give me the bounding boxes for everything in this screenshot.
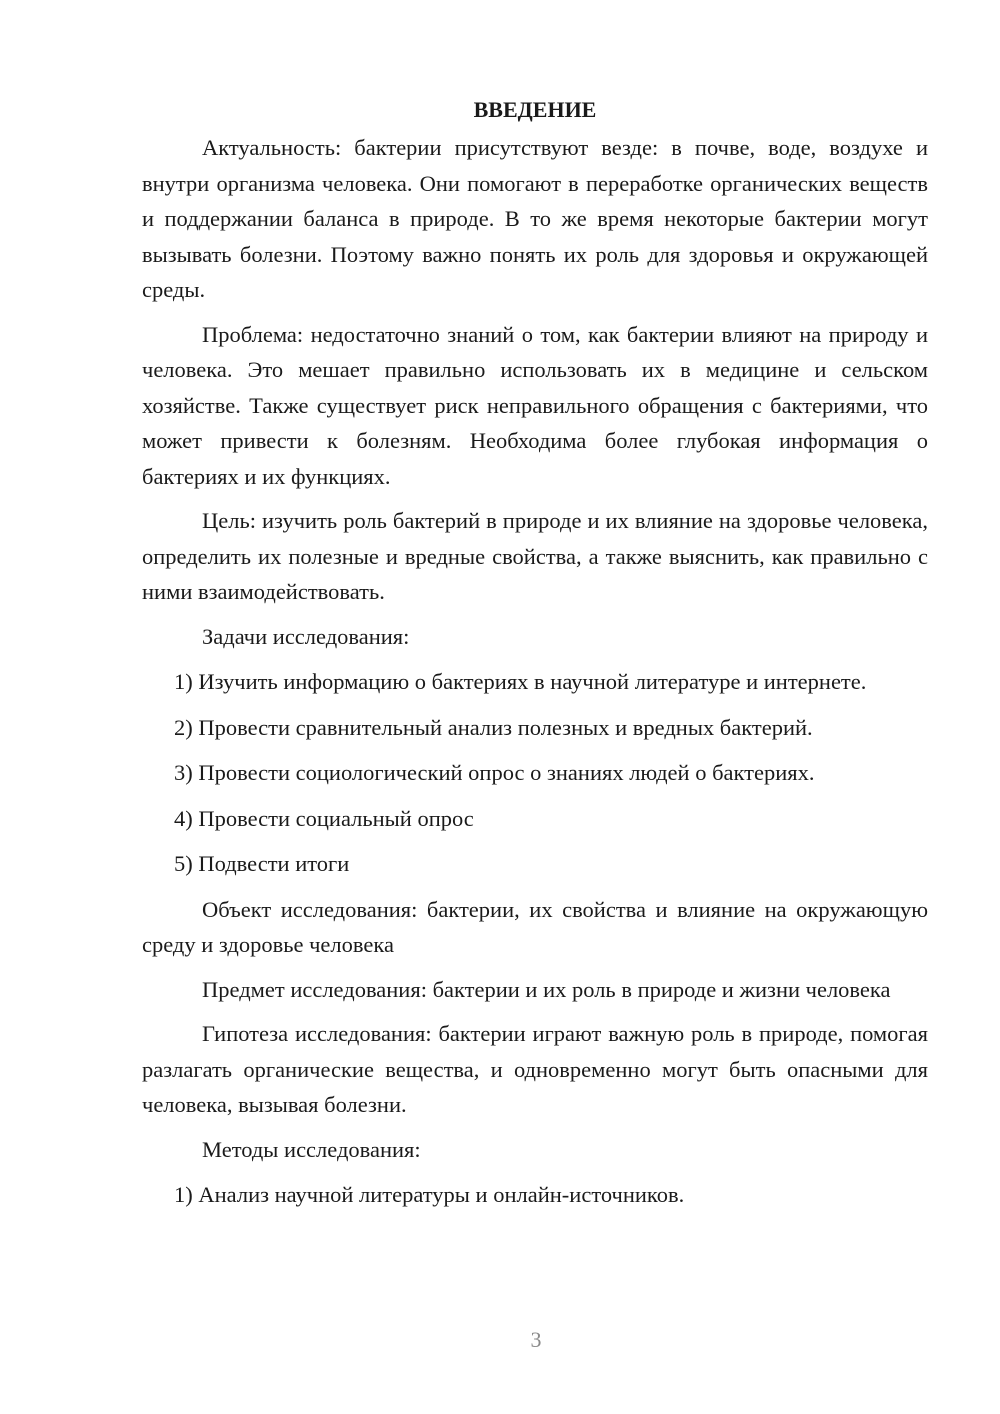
tasks-list	[142, 664, 928, 882]
subject-paragraph: Предмет исследования: бактерии и их роль в природе и жизни человека	[202, 976, 891, 1002]
list-item: 2) Провести сравнительный анализ полезных и вредных бактерий.	[174, 714, 813, 740]
problem-paragraph: Проблема: недостаточно знаний о том, как бактерии влияют на природу и человека. Это мешает правильно использовать их в медицине и сельском хозяйстве. Также существует риск неправильного обращения с бактериями, что может привести к болезням. Необходима более глубокая информация о бактериях и их функциях.	[142, 321, 928, 489]
methods-heading: Методы исследования:	[202, 1136, 421, 1162]
document-page	[142, 92, 928, 1223]
methods-list	[142, 1177, 928, 1213]
object-paragraph: Объект исследования: бактерии, их свойства и влияние на окружающую среду и здоровье человека	[142, 896, 928, 957]
list-item: 5) Подвести итоги	[174, 851, 350, 876]
section-title: ВВЕДЕНИЕ	[473, 97, 597, 122]
list-item: 1) Анализ научной литературы и онлайн-источников.	[174, 1182, 685, 1207]
tasks-heading: Задачи исследования:	[202, 623, 410, 649]
goal-paragraph: Цель: изучить роль бактерий в природе и их влияние на здоровье человека, определить их полезные и вредные свойства, а также выяснить, как правильно с ними взаимодействовать.	[142, 508, 928, 604]
list-item: 4) Провести социальный опрос	[174, 805, 474, 831]
list-item: 3) Провести социологический опрос о знаниях людей о бактериях.	[174, 760, 815, 785]
hypothesis-paragraph: Гипотеза исследования: бактерии играют важную роль в природе, помогая разлагать органические вещества, и одновременно могут быть опасными для человека, вызывая болезни.	[142, 1021, 928, 1117]
list-item: 1) Изучить информацию о бактериях в научной литературе и интернете.	[174, 669, 867, 694]
page-number: 3	[530, 1327, 542, 1352]
relevance-paragraph: Актуальность: бактерии присутствуют везде: в почве, воде, воздухе и внутри организма человека. Они помогают в переработке органических веществ и поддержании баланса в природе. В то же время некоторые бактерии могут вызывать болезни. Поэтому важно понять их роль для здоровья и окружающей среды.	[142, 135, 928, 302]
